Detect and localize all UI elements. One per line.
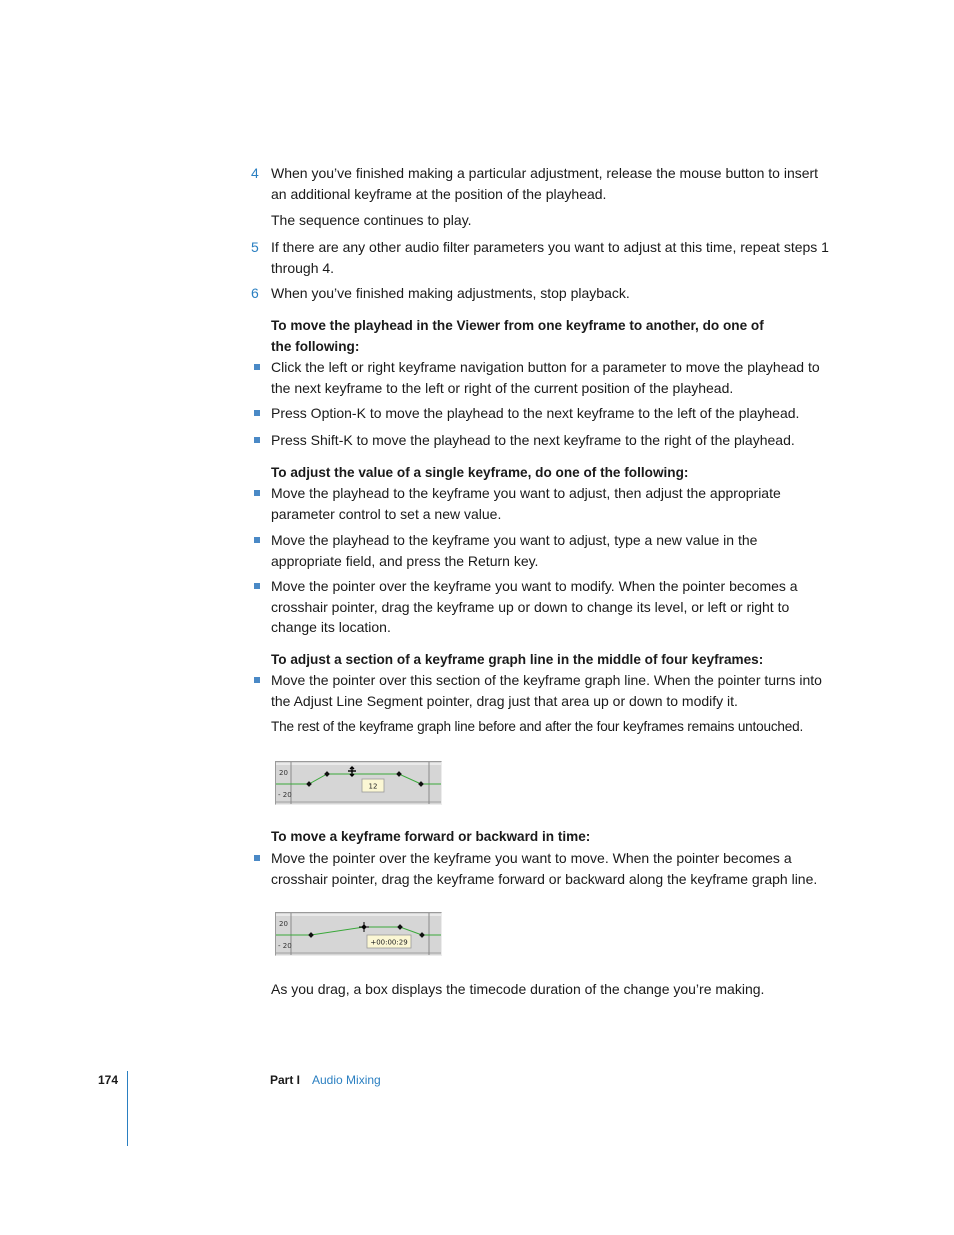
heading-single-keyframe: To adjust the value of a single keyframe, do one of the following: — [271, 465, 689, 480]
step-number-4: 4 — [251, 165, 259, 181]
graph-bottom-label: - 20 — [278, 942, 292, 950]
step-text-5: If there are any other audio filter parameters you want to adjust at this time, repeat steps 1 through 4. — [271, 239, 829, 276]
bullet-single-2: Move the playhead to the keyframe you want to adjust, type a new value in the appropriate field, and press the Return key. — [271, 532, 758, 569]
step-number-5: 5 — [251, 239, 259, 255]
bullet-single-1: Move the playhead to the keyframe you want to adjust, then adjust the appropriate parameter control to set a new value. — [271, 485, 781, 522]
step-4-note: The sequence continues to play. — [271, 212, 472, 228]
bullet-playhead-3: Press Shift-K to move the playhead to the next keyframe to the right of the playhead. — [271, 432, 795, 448]
heading-move-playhead: To move the playhead in the Viewer from one keyframe to another, do one of the following: — [271, 318, 764, 354]
heading-line-segment: To adjust a section of a keyframe graph line in the middle of four keyframes: — [271, 652, 764, 667]
move-note: As you drag, a box displays the timecode duration of the change you’re making. — [271, 981, 765, 997]
footer-chapter-link[interactable]: Audio Mixing — [312, 1073, 381, 1087]
bullet-marker — [254, 677, 260, 683]
heading-move-keyframe: To move a keyframe forward or backward in time: — [271, 829, 591, 844]
graph-top-label: 20 — [279, 920, 288, 928]
segment-note: The rest of the keyframe graph line before and after the four keyframes remains untouched. — [271, 719, 804, 734]
bullet-move: Move the pointer over the keyframe you want to move. When the pointer becomes a crosshair pointer, drag the keyframe forward or backward along the keyframe graph line. — [271, 850, 818, 887]
bullet-marker — [254, 437, 260, 443]
bullet-single-3: Move the pointer over the keyframe you want to modify. When the pointer becomes a crosshair pointer, drag the keyframe up or down to change its level, or left or right to change its location. — [271, 578, 798, 635]
bullet-marker — [254, 855, 260, 861]
keyframe-graph-figure-2 — [275, 912, 442, 956]
bullet-marker — [254, 583, 260, 589]
graph-bottom-label: - 20 — [278, 791, 292, 799]
bullet-segment: Move the pointer over this section of the keyframe graph line. When the pointer turns into the Adjust Line Segment pointer, drag just that area up or down to modify it. — [271, 672, 822, 709]
keyframe-graph-figure-1 — [275, 761, 442, 805]
step-text-4: When you’ve finished making a particular adjustment, release the mouse button to insert an additional keyframe at the position of the playhead. — [271, 165, 819, 202]
step-text-6: When you’ve finished making adjustments, stop playback. — [271, 285, 630, 301]
bullet-playhead-1: Click the left or right keyframe navigation button for a parameter to move the playhead to the next keyframe to the left or right of the current position of the playhead. — [271, 359, 820, 396]
page-number: 174 — [98, 1073, 119, 1087]
bullet-marker — [254, 490, 260, 496]
step-number-6: 6 — [251, 285, 259, 301]
bullet-playhead-2: Press Option-K to move the playhead to the next keyframe to the left of the playhead. — [271, 405, 800, 421]
footer-divider — [127, 1071, 128, 1146]
graph-top-label: 20 — [279, 769, 288, 777]
bullet-marker — [254, 410, 260, 416]
timecode-tooltip: +00:00:29 — [370, 938, 408, 947]
bullet-marker — [254, 364, 260, 370]
footer-part-label: Part I — [270, 1073, 301, 1087]
value-tooltip: 12 — [368, 782, 378, 791]
bullet-marker — [254, 537, 260, 543]
